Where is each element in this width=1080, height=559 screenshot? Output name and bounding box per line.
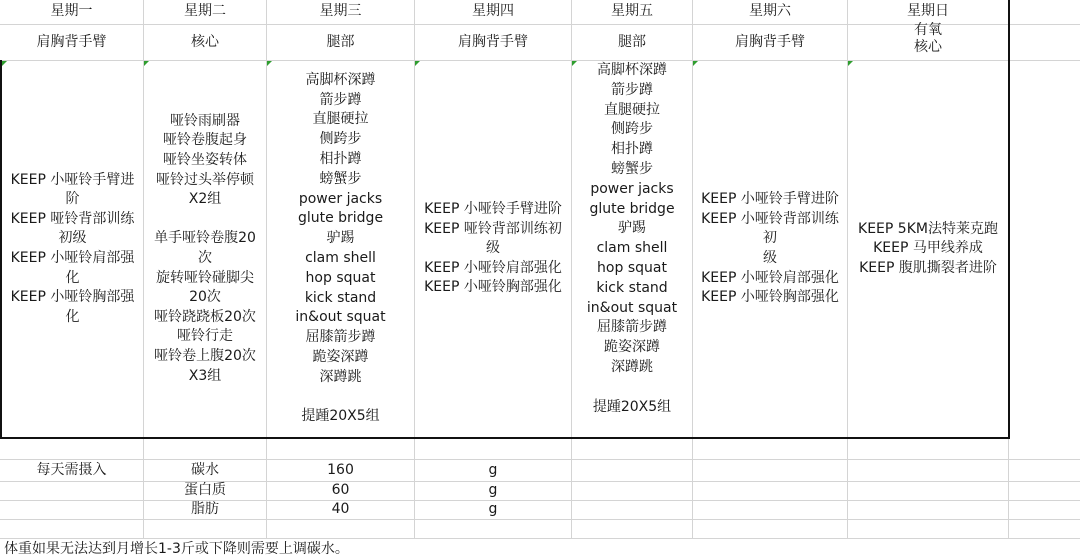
nutrient-name[interactable]: 脂肪 [191, 500, 219, 517]
header-wednesday[interactable]: 星期三 [319, 3, 362, 20]
nutrient-unit[interactable]: g [488, 481, 498, 498]
header-sunday[interactable]: 星期日 [907, 3, 949, 20]
workout-wednesday[interactable]: 高脚杯深蹲 箭步蹲 直腿硬拉 侧跨步 相扑蹲 螃蟹步 power jacks glute bridge 驴踢 clam shell hop squat kick stand in&out squat 屈膝箭步蹲 跪姿深蹲 深蹲跳 提踵20X5组 [295, 71, 386, 425]
intake-label[interactable]: 每天需摄入 [36, 461, 107, 478]
table-border-bottom [0, 437, 1010, 439]
workout-tuesday[interactable]: 哑铃雨刷器 哑铃卷腹起身 哑铃坐姿转体 哑铃过头举停顿 X2组 单手哑铃卷腹20 次 旋转哑铃碰脚尖 20次 哑铃跷跷板20次 哑铃行走 哑铃卷上腹20次 X3组 [154, 112, 256, 384]
nutrient-amount[interactable]: 160 [327, 461, 354, 478]
note-text[interactable]: 体重如果无法达到月增长1-3斤或下降则需要上调碳水。 [4, 541, 349, 557]
nutrient-amount[interactable]: 60 [331, 481, 350, 498]
nutrient-name[interactable]: 碳水 [191, 461, 219, 478]
workout-saturday[interactable]: KEEP 小哑铃手臂进阶 KEEP 小哑铃背部训练初 级 KEEP 小哑铃肩部强化 KEEP 小哑铃胸部强化 [701, 191, 839, 306]
nutrient-amount[interactable]: 40 [331, 500, 350, 517]
header-thursday[interactable]: 星期四 [472, 3, 514, 20]
category-monday[interactable]: 肩胸背手臂 [36, 33, 107, 50]
table-border-right [1008, 0, 1010, 439]
category-friday[interactable]: 腿部 [618, 33, 646, 50]
nutrient-unit[interactable]: g [488, 500, 498, 517]
workout-friday[interactable]: 高脚杯深蹲 箭步蹲 直腿硬拉 侧跨步 相扑蹲 螃蟹步 power jacks glute bridge 驴踢 clam shell hop squat kick stand in&out squat 屈膝箭步蹲 跪姿深蹲 深蹲跳 提踵20X5组 [586, 62, 678, 415]
header-friday[interactable]: 星期五 [611, 3, 653, 20]
header-tuesday[interactable]: 星期二 [184, 3, 226, 20]
header-saturday[interactable]: 星期六 [749, 3, 791, 20]
category-tuesday[interactable]: 核心 [191, 33, 219, 50]
category-saturday[interactable]: 肩胸背手臂 [735, 33, 805, 50]
workout-sunday[interactable]: KEEP 5KM法特莱克跑 KEEP 马甲线养成 KEEP 腹肌撕裂者进阶 [858, 220, 998, 276]
category-sunday[interactable]: 有氧 核心 [914, 22, 942, 55]
header-monday[interactable]: 星期一 [50, 3, 93, 20]
workout-monday[interactable]: KEEP 小哑铃手臂进 阶 KEEP 哑铃背部训练 初级 KEEP 小哑铃肩部强 化 KEEP 小哑铃胸部强 化 [10, 171, 135, 325]
gridline [0, 519, 1080, 520]
nutrient-name[interactable]: 蛋白质 [184, 481, 226, 498]
category-thursday[interactable]: 肩胸背手臂 [458, 33, 528, 50]
workout-thursday[interactable]: KEEP 小哑铃手臂进阶 KEEP 哑铃背部训练初 级 KEEP 小哑铃肩部强化 KEEP 小哑铃胸部强化 [424, 201, 562, 296]
category-wednesday[interactable]: 腿部 [326, 33, 355, 50]
nutrient-unit[interactable]: g [488, 461, 498, 478]
